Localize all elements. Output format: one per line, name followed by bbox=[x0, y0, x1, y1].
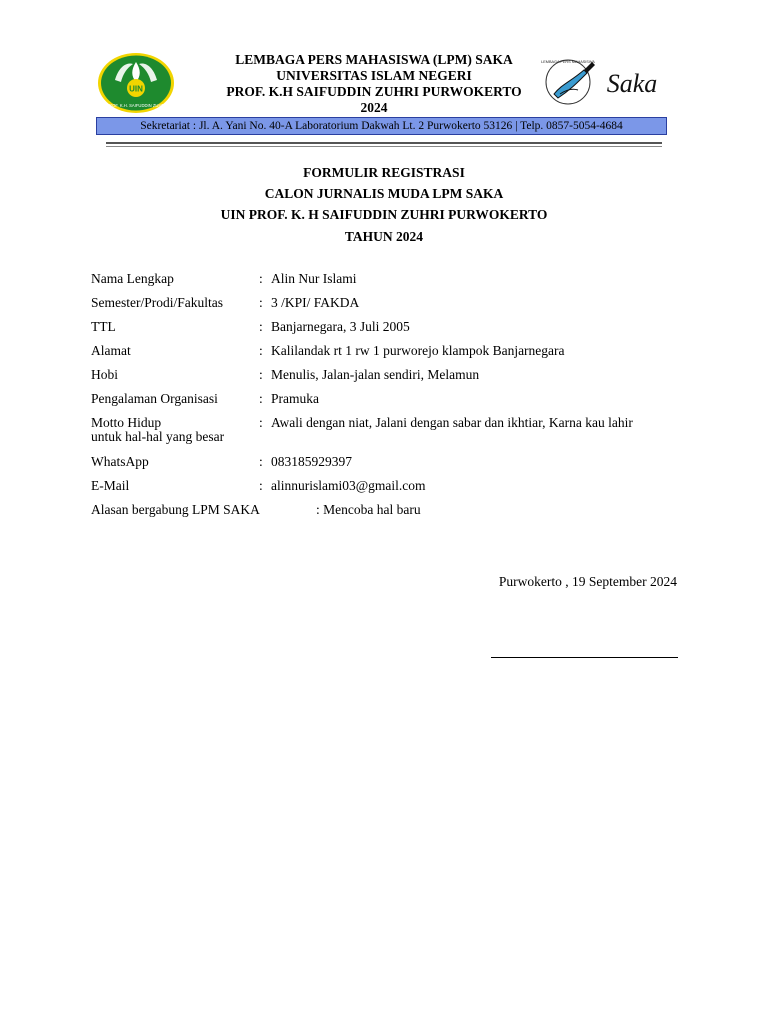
value-semester-prodi-fakultas: 3 /KPI/ FAKDA bbox=[271, 295, 360, 310]
form-title: FORMULIR REGISTRASI bbox=[303, 165, 465, 180]
label-ttl: TTL bbox=[91, 319, 116, 334]
value-alamat: Kalilandak rt 1 rw 1 purworejo klampok Banjarnegara bbox=[271, 343, 565, 358]
value-alasan-bergabung: : Mencoba hal baru bbox=[316, 502, 421, 517]
org-name: LEMBAGA PERS MAHASISWA (LPM) SAKA bbox=[235, 52, 513, 67]
uin-logo bbox=[97, 52, 175, 114]
form-year: TAHUN 2024 bbox=[344, 229, 424, 244]
label-motto-hidup-line2: untuk hal-hal yang besar bbox=[91, 429, 225, 444]
colon: : bbox=[259, 415, 263, 430]
label-whatsapp: WhatsApp bbox=[91, 454, 149, 469]
signature-line bbox=[491, 657, 678, 658]
value-whatsapp: 083185929397 bbox=[271, 454, 352, 469]
colon: : bbox=[259, 271, 263, 286]
svg-text:Saka: Saka bbox=[606, 69, 658, 98]
label-email: E-Mail bbox=[91, 478, 130, 493]
svg-text:LEMBAGA PERS MAHASISWA: LEMBAGA PERS MAHASISWA bbox=[541, 60, 595, 64]
value-email: alinnurislami03@gmail.com bbox=[271, 478, 426, 493]
colon: : bbox=[259, 367, 263, 382]
label-pengalaman-organisasi: Pengalaman Organisasi bbox=[91, 391, 218, 406]
colon: : bbox=[259, 343, 263, 358]
value-ttl: Banjarnegara, 3 Juli 2005 bbox=[271, 319, 410, 334]
form-institution: UIN PROF. K. H SAIFUDDIN ZUHRI PURWOKERTO bbox=[220, 207, 548, 222]
address-bar: Sekretariat : Jl. A. Yani No. 40-A Laboratorium Dakwah Lt. 2 Purwokerto 53126 | Telp. 0857-5054-4684 bbox=[96, 117, 667, 135]
header-divider-thin bbox=[106, 146, 662, 147]
colon: : bbox=[259, 478, 263, 493]
label-motto-hidup: Motto Hidup bbox=[91, 415, 162, 430]
university-full-name: PROF. K.H SAIFUDDIN ZUHRI PURWOKERTO bbox=[226, 84, 522, 99]
label-nama-lengkap: Nama Lengkap bbox=[91, 271, 174, 286]
value-nama-lengkap: Alin Nur Islami bbox=[271, 271, 357, 286]
colon: : bbox=[259, 319, 263, 334]
svg-text:UIN: UIN bbox=[129, 84, 143, 94]
value-pengalaman-organisasi: Pramuka bbox=[271, 391, 319, 406]
form-subtitle: CALON JURNALIS MUDA LPM SAKA bbox=[264, 186, 504, 201]
header-year: 2024 bbox=[360, 100, 388, 115]
value-motto-hidup: Awali dengan niat, Jalani dengan sabar dan ikhtiar, Karna kau lahir bbox=[271, 415, 633, 430]
university-name: UNIVERSITAS ISLAM NEGERI bbox=[276, 68, 472, 83]
place-date: Purwokerto , 19 September 2024 bbox=[498, 574, 677, 589]
value-hobi: Menulis, Jalan-jalan sendiri, Melamun bbox=[271, 367, 480, 382]
colon: : bbox=[259, 295, 263, 310]
label-semester-prodi-fakultas: Semester/Prodi/Fakultas bbox=[91, 295, 223, 310]
label-hobi: Hobi bbox=[91, 367, 118, 382]
colon: : bbox=[259, 454, 263, 469]
saka-logo bbox=[540, 54, 674, 108]
colon: : bbox=[259, 391, 263, 406]
svg-text:PROF. K.H. SAIFUDDIN ZUHRI: PROF. K.H. SAIFUDDIN ZUHRI bbox=[106, 103, 166, 108]
label-alasan-bergabung: Alasan bergabung LPM SAKA bbox=[91, 502, 260, 517]
header-divider-thick bbox=[106, 142, 662, 144]
label-alamat: Alamat bbox=[91, 343, 131, 358]
